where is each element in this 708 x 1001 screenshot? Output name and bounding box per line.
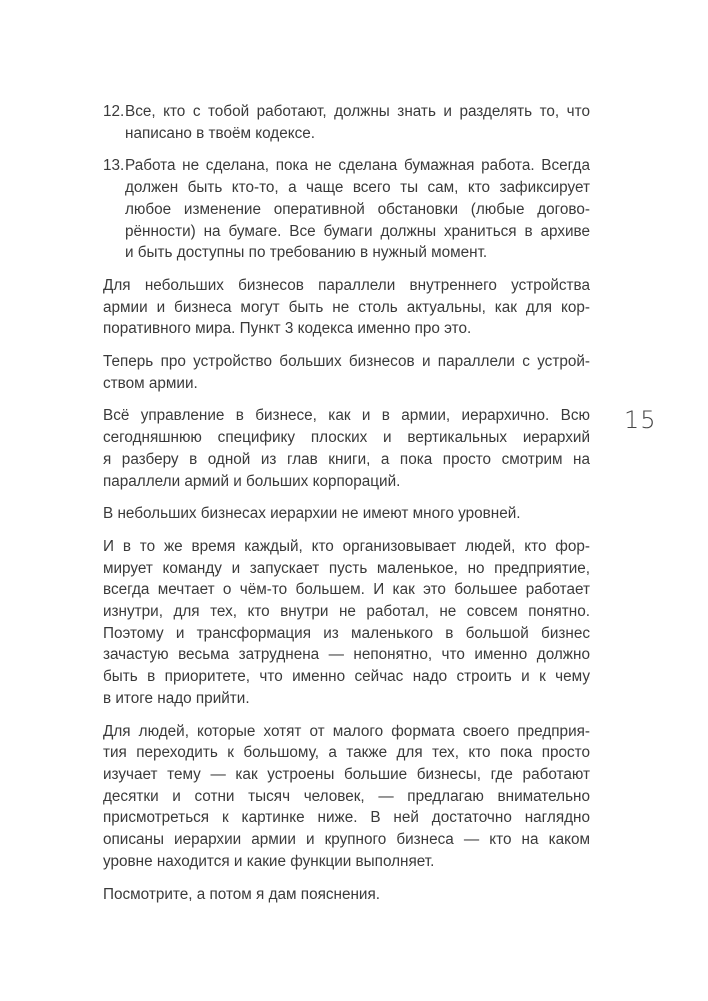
paragraph [103,884,590,906]
paragraph [103,503,590,525]
list-item-number: 13. [103,157,125,175]
paragraph [103,405,590,492]
paragraph [103,275,590,340]
text-line: тия переходить к большому, а также для тех, кто пока просто [103,744,590,762]
text-line: ством армии. [103,374,198,392]
text-line: И в то же время каждый, кто организовывает людей, кто фор- [103,537,590,555]
text-line: армии и бизнеса могут быть не столь актуальны, как для кор- [103,298,590,316]
text-line: зачастую весьма затруднена — непонятно, что именно должно [103,646,590,664]
text-line: описаны иерархии армии и крупного бизнеса — кто на каком [103,831,590,849]
text-line: изнутри, для тех, кто внутри не работал, не совсем понятно. [103,603,590,621]
text-line: Все, кто с тобой работают, должны знать и разделять то, что [125,103,590,120]
text-line: всегда мечтает о чём-то большем. И как это большее работает [103,581,590,599]
text-line: и быть доступны по требованию в нужный момент. [125,244,488,262]
text-line: Работа не сделана, пока не сделана бумажная работа. Всегда [125,157,590,175]
text-line: Поэтому и трансформация из маленького в большой бизнес [103,624,590,642]
paragraph [103,721,590,873]
text-line: Для людей, которые хотят от малого формата своего предприя- [103,722,590,740]
page-number: 15 [624,406,657,434]
text-line: быть в приоритете, что именно сейчас надо строить и к чему [103,668,590,686]
text-line: присмотреться к картинке ниже. В ней достаточно наглядно [103,809,590,827]
list-item [103,101,590,144]
text-line: поративного мира. Пункт 3 кодекса именно про это. [103,320,472,338]
paragraph [103,536,590,710]
text-line: Для небольших бизнесов параллели внутреннего устройства [103,276,590,294]
text-line: написано в твоём кодексе. [125,124,316,142]
text-line: любое изменение оперативной обстановки (любые догово- [125,200,590,218]
list-item-text [125,101,590,144]
text-line: десятки и сотни тысяч человек, — предлагаю внимательно [103,787,590,805]
text-line: я разберу в одной из глав книги, а пока просто смотрим на [103,450,590,468]
text-line: Теперь про устройство больших бизнесов и параллели с устрой- [103,353,590,371]
list-item-number: 12. [103,103,125,120]
text-line: Всё управление в бизнесе, как и в армии, иерархично. Всю [103,407,590,425]
text-line: В небольших бизнесах иерархии не имеют много уровней. [103,505,521,523]
text-line: параллели армий и больших корпораций. [103,472,401,490]
page-body-text [103,101,590,916]
list-item [103,155,590,264]
text-line: уровне находится и какие функции выполняет. [103,852,435,870]
list-item-text [125,155,590,264]
text-line: Посмотрите, а потом я дам пояснения. [103,885,380,903]
text-line: рённости) на бумаге. Все бумаги должны храниться в архиве [125,222,590,240]
text-line: сегодняшнюю специфику плоских и вертикальных иерархий [103,429,590,447]
text-line: мирует команду и запускает пусть маленькое, но предприятие, [103,559,590,577]
text-line: изучает тему — как устроены большие бизнесы, где работают [103,765,590,783]
text-line: должен быть кто-то, а чаще всего ты сам, кто зафиксирует [125,179,590,197]
paragraph [103,351,590,394]
text-line: в итоге надо прийти. [103,689,250,707]
